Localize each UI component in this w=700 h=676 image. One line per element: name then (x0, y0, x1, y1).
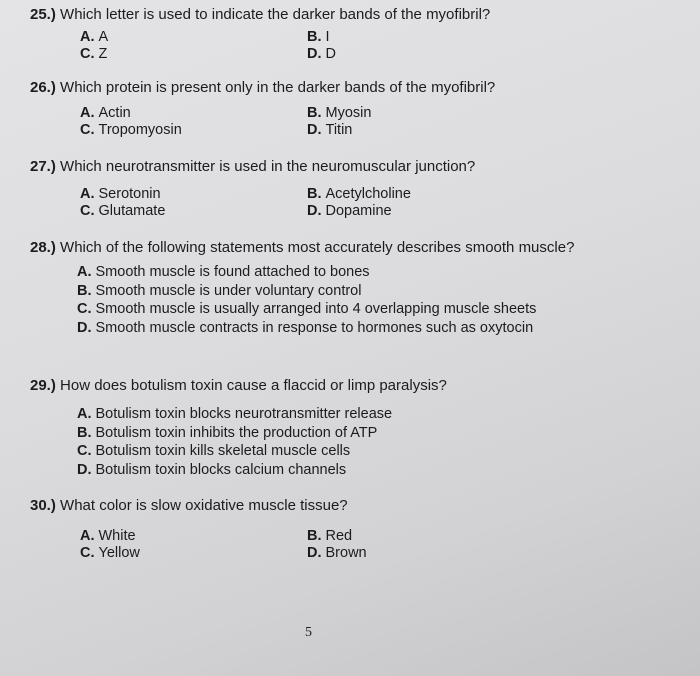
option-b: B. I (307, 29, 330, 45)
option-b: B. Smooth muscle is under voluntary control (77, 282, 362, 299)
option-b: B. Botulism toxin inhibits the production of ATP (77, 424, 378, 441)
question-text: Which protein is present only in the darker bands of the myofibril? (60, 79, 496, 96)
answer-options (77, 263, 670, 337)
option-a: A. Botulism toxin blocks neurotransmitter release (77, 406, 393, 422)
question-text: What color is slow oxidative muscle tissue? (60, 497, 348, 514)
option-a: A. A (80, 29, 109, 45)
question-25 (30, 5, 670, 63)
option-c: C. Botulism toxin kills skeletal muscle cells (77, 443, 351, 459)
option-a: A. Serotonin (80, 186, 161, 202)
option-d: D. Brown (307, 545, 367, 561)
question-text: Which neurotransmitter is used in the neuromuscular junction? (60, 158, 476, 175)
answer-options (30, 29, 670, 63)
question-stem (30, 238, 586, 257)
question-text: Which letter is used to indicate the darker bands of the myofibril? (60, 6, 491, 23)
answer-options (30, 186, 670, 220)
option-c: C. Glutamate (80, 203, 166, 219)
question-stem (30, 157, 670, 176)
option-d: D. Titin (307, 122, 353, 138)
option-c: C. Smooth muscle is usually arranged into 4 overlapping muscle sheets (77, 301, 537, 317)
question-30 (30, 496, 670, 562)
option-d: D. D (307, 46, 336, 62)
answer-options (30, 528, 670, 562)
option-c: C. Yellow (80, 545, 140, 561)
question-number: 29.) (30, 377, 56, 394)
option-d: D. Botulism toxin blocks calcium channels (77, 461, 347, 478)
option-c: C. Z (80, 46, 108, 62)
question-number: 30.) (30, 497, 56, 514)
question-stem (30, 78, 670, 97)
question-number: 25.) (30, 6, 56, 23)
option-a: A. Actin (80, 105, 131, 121)
question-text: How does botulism toxin cause a flaccid or limp paralysis? (60, 377, 447, 394)
option-a: A. Smooth muscle is found attached to bones (77, 264, 370, 280)
option-d: D. Smooth muscle contracts in response to hormones such as oxytocin (77, 319, 534, 336)
answer-options (77, 405, 670, 479)
question-stem (30, 376, 670, 395)
option-c: C. Tropomyosin (80, 122, 182, 138)
question-stem (30, 5, 670, 24)
page-number: 5 (305, 625, 312, 640)
option-b: B. Red (307, 528, 353, 544)
question-28 (30, 238, 670, 337)
question-number: 26.) (30, 79, 56, 96)
option-b: B. Myosin (307, 105, 372, 121)
option-d: D. Dopamine (307, 203, 392, 219)
question-27 (30, 157, 670, 220)
option-b: B. Acetylcholine (307, 186, 411, 202)
answer-options (30, 105, 670, 139)
question-stem (30, 496, 670, 515)
question-number: 28.) (30, 239, 56, 256)
question-29 (30, 376, 670, 479)
option-a: A. White (80, 528, 136, 544)
question-26 (30, 78, 670, 139)
question-text: Which of the following statements most accurately describes smooth muscle? (60, 239, 575, 256)
question-number: 27.) (30, 158, 56, 175)
